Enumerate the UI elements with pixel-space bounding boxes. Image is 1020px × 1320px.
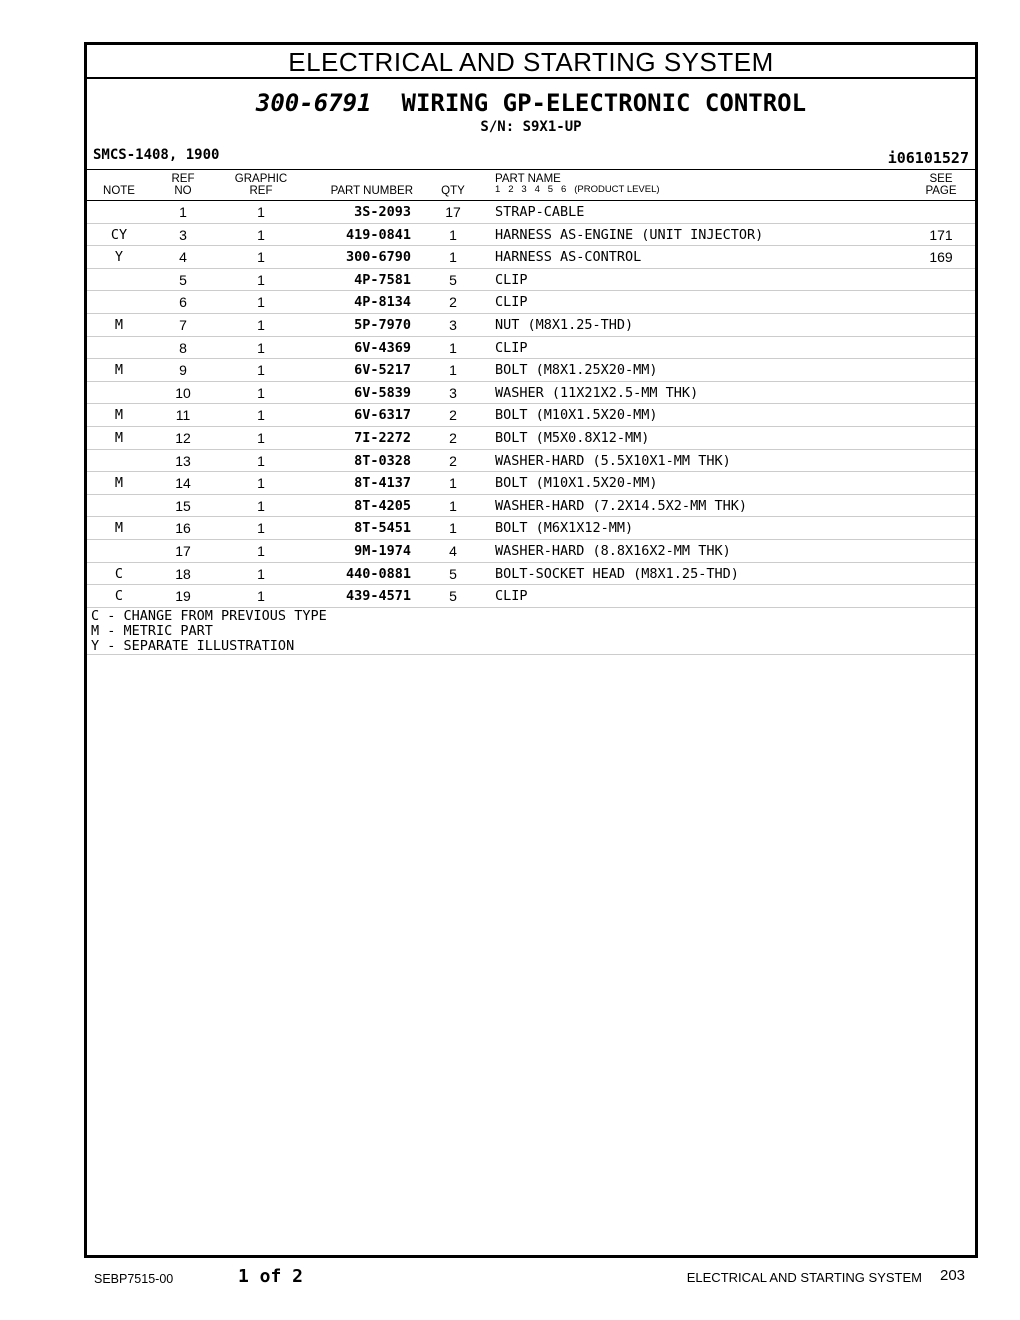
table-row	[87, 517, 975, 540]
graphic-ref-cell: 1	[257, 204, 265, 220]
part-name-cell: BOLT (M10X1.5X20-MM)	[495, 475, 658, 492]
col-qty: QTY	[441, 185, 465, 197]
ref-no-cell: 7	[179, 316, 187, 333]
part-name-cell: WASHER-HARD (5.5X10X1-MM THK)	[495, 452, 731, 469]
graphic-ref-cell: 1	[257, 497, 265, 514]
group-part-number: 300-6791	[255, 89, 372, 117]
note-cell: M	[114, 520, 124, 537]
graphic-ref-cell: 1	[257, 384, 265, 401]
table-row	[87, 404, 975, 427]
qty-cell: 5	[449, 565, 457, 582]
part-number-cell: 8T-0328	[354, 452, 411, 469]
qty-cell: 5	[449, 271, 457, 288]
part-name-cell: BOLT (M8X1.25X20-MM)	[495, 362, 658, 379]
qty-cell: 2	[449, 452, 457, 469]
part-number-cell: 439-4571	[345, 588, 411, 605]
graphic-ref-cell: 1	[257, 429, 265, 446]
part-name-cell: CLIP	[495, 271, 528, 288]
graphic-ref-cell: 1	[257, 339, 265, 356]
part-name-cell: CLIP	[495, 339, 528, 356]
col-product-level: 1 2 3 4 5 6 (PRODUCT LEVEL)	[495, 184, 660, 195]
col-ref-top: REF	[171, 173, 195, 185]
ref-no-cell: 9	[179, 362, 187, 379]
serial-range: S/N: S9X1-UP	[480, 119, 582, 135]
table-header	[87, 169, 975, 201]
graphic-ref-cell: 1	[257, 452, 265, 469]
graphic-ref-cell: 1	[257, 520, 265, 537]
qty-cell: 2	[449, 407, 457, 424]
graphic-ref-cell: 1	[257, 542, 265, 559]
note-cell: M	[114, 429, 124, 446]
qty-cell: 2	[449, 429, 457, 446]
note-cell: CY	[110, 226, 128, 243]
col-see-bottom: PAGE	[925, 185, 957, 197]
part-number-cell: 6V-5839	[354, 384, 411, 401]
ref-no-cell: 17	[175, 542, 191, 559]
see-page-cell[interactable]: 169	[929, 249, 953, 266]
parts-page-frame	[84, 42, 978, 1258]
parts-list	[87, 201, 975, 608]
part-name-cell: BOLT (M5X0.8X12-MM)	[495, 429, 650, 446]
group-title-block	[87, 79, 975, 169]
ref-no-cell: 8	[179, 339, 187, 356]
legend-item: C - CHANGE FROM PREVIOUS TYPE	[91, 607, 327, 624]
note-cell: C	[114, 588, 124, 605]
group-name: WIRING GP-ELECTRONIC CONTROL	[401, 89, 807, 117]
ref-no-cell: 14	[175, 475, 191, 492]
part-number-cell: 4P-8134	[354, 294, 411, 311]
part-name-cell: WASHER (11X21X2.5-MM THK)	[495, 384, 699, 401]
part-name-cell: CLIP	[495, 294, 528, 311]
notes-legend	[87, 608, 975, 655]
part-name-cell: NUT (M8X1.25-THD)	[495, 316, 634, 333]
ref-no-cell: 1	[179, 204, 187, 220]
footer-doc-id: SEBP7515-00	[94, 1272, 174, 1286]
qty-cell: 1	[449, 339, 457, 356]
qty-cell: 1	[449, 249, 457, 266]
col-see-top: SEE	[929, 173, 953, 185]
graphic-ref-cell: 1	[257, 249, 265, 266]
col-graphic-bottom: REF	[249, 185, 273, 197]
graphic-ref-cell: 1	[257, 226, 265, 243]
table-row	[87, 563, 975, 586]
part-name-cell: BOLT-SOCKET HEAD (M8X1.25-THD)	[495, 565, 739, 582]
table-row	[87, 382, 975, 405]
qty-cell: 2	[449, 294, 457, 311]
part-name-cell: WASHER-HARD (8.8X16X2-MM THK)	[495, 542, 731, 559]
part-number-cell: 8T-5451	[354, 520, 411, 537]
page-footer	[0, 1266, 1020, 1288]
part-number-cell: 4P-7581	[354, 271, 411, 288]
legend-item: M - METRIC PART	[91, 622, 213, 639]
part-number-cell: 8T-4205	[354, 497, 411, 514]
table-row	[87, 427, 975, 450]
qty-cell: 4	[449, 542, 457, 559]
footer-page-of: 1 of 2	[238, 1266, 304, 1287]
qty-cell: 1	[449, 226, 457, 243]
ref-no-cell: 18	[175, 565, 191, 582]
note-cell: M	[114, 316, 124, 333]
graphic-ref-cell: 1	[257, 271, 265, 288]
col-graphic-top: GRAPHIC	[234, 173, 288, 185]
part-name-cell: HARNESS AS-CONTROL	[495, 249, 642, 266]
table-row	[87, 224, 975, 247]
qty-cell: 3	[449, 384, 457, 401]
table-row	[87, 495, 975, 518]
table-row	[87, 337, 975, 360]
qty-cell: 17	[445, 204, 461, 220]
ref-no-cell: 6	[179, 294, 187, 311]
footer-section: ELECTRICAL AND STARTING SYSTEM	[686, 1270, 922, 1285]
table-row	[87, 472, 975, 495]
smcs-codes: SMCS-1408, 1900	[93, 147, 220, 163]
ref-no-cell: 3	[179, 226, 187, 243]
table-row	[87, 246, 975, 269]
table-row	[87, 585, 975, 608]
part-name-cell: STRAP-CABLE	[495, 204, 585, 220]
graphic-ref-cell: 1	[257, 565, 265, 582]
part-number-cell: 300-6790	[345, 249, 411, 266]
note-cell: M	[114, 362, 124, 379]
part-number-cell: 6V-4369	[354, 339, 411, 356]
part-number-cell: 3S-2093	[354, 204, 411, 220]
table-row	[87, 314, 975, 337]
part-name-cell: BOLT (M6X1X12-MM)	[495, 520, 634, 537]
part-name-cell: CLIP	[495, 588, 528, 605]
part-number-cell: 440-0881	[345, 565, 411, 582]
qty-cell: 1	[449, 520, 457, 537]
footer-page-number: 203	[940, 1267, 966, 1284]
table-row	[87, 540, 975, 563]
part-name-cell: HARNESS AS-ENGINE (UNIT INJECTOR)	[495, 226, 764, 243]
table-row	[87, 450, 975, 473]
note-cell: C	[114, 565, 124, 582]
qty-cell: 1	[449, 475, 457, 492]
col-part-name: PART NAME	[495, 173, 561, 185]
part-name-cell: WASHER-HARD (7.2X14.5X2-MM THK)	[495, 497, 747, 514]
col-note: NOTE	[103, 185, 135, 197]
part-number-cell: 6V-6317	[354, 407, 411, 424]
part-number-cell: 5P-7970	[354, 316, 411, 333]
table-row	[87, 269, 975, 292]
part-number-cell: 9M-1974	[354, 542, 411, 559]
illustration-id: i06101527	[887, 149, 969, 167]
note-cell: Y	[114, 249, 124, 266]
ref-no-cell: 5	[179, 271, 187, 288]
graphic-ref-cell: 1	[257, 407, 265, 424]
ref-no-cell: 13	[175, 452, 191, 469]
see-page-cell[interactable]: 171	[929, 226, 953, 243]
graphic-ref-cell: 1	[257, 294, 265, 311]
part-name-cell: BOLT (M10X1.5X20-MM)	[495, 407, 658, 424]
qty-cell: 5	[449, 588, 457, 605]
table-row	[87, 291, 975, 314]
col-part-number: PART NUMBER	[330, 185, 413, 197]
section-title: ELECTRICAL AND STARTING SYSTEM	[87, 45, 975, 79]
part-number-cell: 6V-5217	[354, 362, 411, 379]
group-title	[87, 89, 975, 117]
part-number-cell: 7I-2272	[354, 429, 411, 446]
col-ref-bottom: NO	[174, 185, 192, 197]
ref-no-cell: 10	[175, 384, 191, 401]
table-row	[87, 201, 975, 224]
qty-cell: 1	[449, 362, 457, 379]
ref-no-cell: 15	[175, 497, 191, 514]
table-row	[87, 359, 975, 382]
part-number-cell: 419-0841	[345, 226, 411, 243]
qty-cell: 1	[449, 497, 457, 514]
graphic-ref-cell: 1	[257, 475, 265, 492]
ref-no-cell: 19	[175, 588, 191, 605]
ref-no-cell: 16	[175, 520, 191, 537]
note-cell: M	[114, 475, 124, 492]
ref-no-cell: 11	[175, 407, 191, 424]
part-number-cell: 8T-4137	[354, 475, 411, 492]
graphic-ref-cell: 1	[257, 588, 265, 605]
note-cell: M	[114, 407, 124, 424]
qty-cell: 3	[449, 316, 457, 333]
graphic-ref-cell: 1	[257, 316, 265, 333]
graphic-ref-cell: 1	[257, 362, 265, 379]
ref-no-cell: 12	[175, 429, 191, 446]
ref-no-cell: 4	[179, 249, 187, 266]
legend-item: Y - SEPARATE ILLUSTRATION	[91, 637, 295, 654]
